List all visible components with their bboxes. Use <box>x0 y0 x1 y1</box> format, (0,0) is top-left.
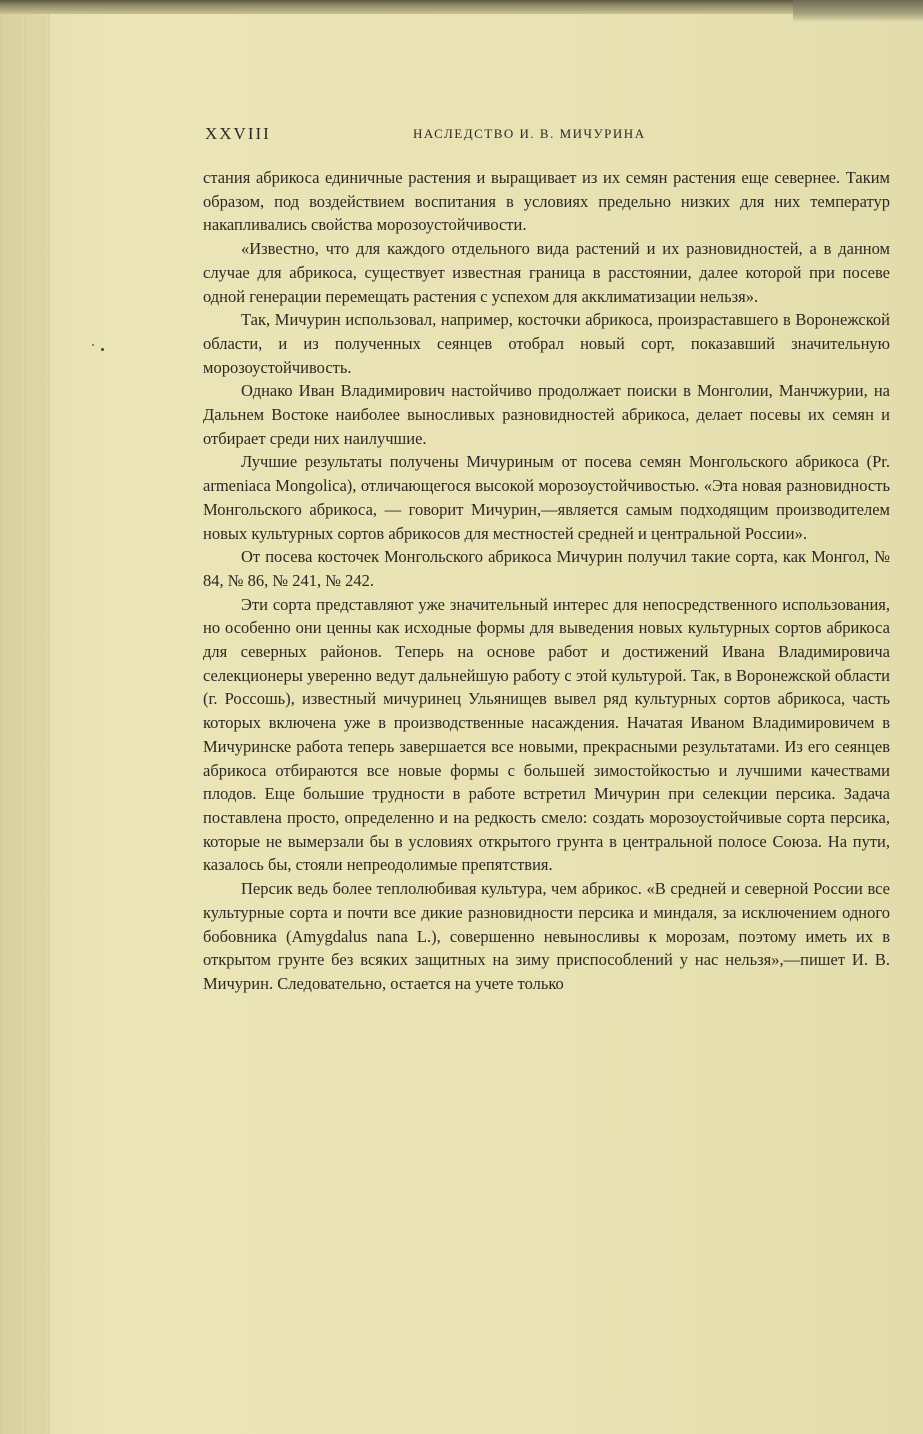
running-header <box>205 124 888 146</box>
speck <box>101 348 104 351</box>
paragraph: Персик ведь более теплолюбивая культура, чем абрикос. «В средней и северной России все культурные сорта и почти все дикие разновидности персика и миндаля, за исключением одного бобовника (Amygdalus nana L.), совершенно невыносливы к морозам, поэтому иметь их в открытом грунте без всяких защитных на зиму приспособлений у нас нельзя»,—пишет И. В. Мичурин. Следовательно, остается на учете только <box>203 879 890 993</box>
paragraph: Эти сорта представляют уже значительный интерес для непосредственного использования, но особенно они ценны как исходные формы для выведения новых культурных сортов абрикоса для северных районов. Теперь на основе работ и достижений Ивана Владимировича селекционеры уверенно ведут дальнейшую работу с этой культурой. Так, в Воронежской области (г. Россошь), известный мичуринец Ульянищев вывел ряд культурных сортов абрикоса, часть которых включена уже в производственные насаждения. Начатая Иваном Владимировичем в Мичуринске работа теперь завершается все новыми, прекрасными результатами. Из его сеянцев абрикоса отбираются все новые формы с большей зимостойкостью и лучшими качествами плодов. Еще большие трудности в работе встретил Мичурин при селекции персика. Задача поставлена просто, определенно и на редкость смело: создать морозоустойчивые сорта персика, которые не вымерзали бы в условиях открытого грунта в центральной полосе Союза. На пути, казалось бы, стояли непреодолимые препятствия. <box>203 594 890 875</box>
paragraph: стания абрикоса единичные растения и выращивает из их семян растения еще севернее. Таким образом, под воздействием воспитания в условиях предельно низких для них температур накапливались свойства морозоустойчивости. <box>203 168 890 235</box>
page-number: XXVIII <box>205 124 271 143</box>
paragraph: Однако Иван Владимирович настойчиво продолжает поиски в Монголии, Манчжурии, на Дальнем Востоке наиболее выносливых разновидностей абрикоса, делает посевы их семян и отбирает среди них наилучшие. <box>203 381 890 448</box>
paragraph: Так, Мичурин использовал, например, косточки абрикоса, произраставшего в Воронежской области, и из полученных сеянцев отобрал новый сорт, показавший значительную морозоустойчивость. <box>203 310 890 377</box>
paragraph: «Известно, что для каждого отдельного вида растений и их разновидностей, а в данном случае для абрикоса, существует известная граница в расстоянии, далее которой при посеве одной генерации перемещать растения с успехом для акклиматизации нельзя». <box>203 239 890 306</box>
body-text <box>203 166 890 996</box>
paragraph: Лучшие результаты получены Мичуриным от посева семян Монгольского абрикоса (Pr. armeniaca Mongolica), отличающегося высокой морозоустойчивостью. «Эта новая разновидность Монгольского абрикоса, — говорит Мичурин,—является самым подходящим производителем новых культурных сортов абрикосов для местностей средней и центральной России». <box>203 452 890 543</box>
running-title: НАСЛЕДСТВО И. В. МИЧУРИНА <box>413 126 646 141</box>
scan-top-shadow <box>0 0 923 14</box>
page-stack-edge <box>0 0 50 1434</box>
scan-corner-shadow <box>793 0 923 22</box>
paragraph: От посева косточек Монгольского абрикоса Мичурин получил такие сорта, как Монгол, № 84, № 86, № 241, № 242. <box>203 547 890 590</box>
speck <box>92 344 94 346</box>
